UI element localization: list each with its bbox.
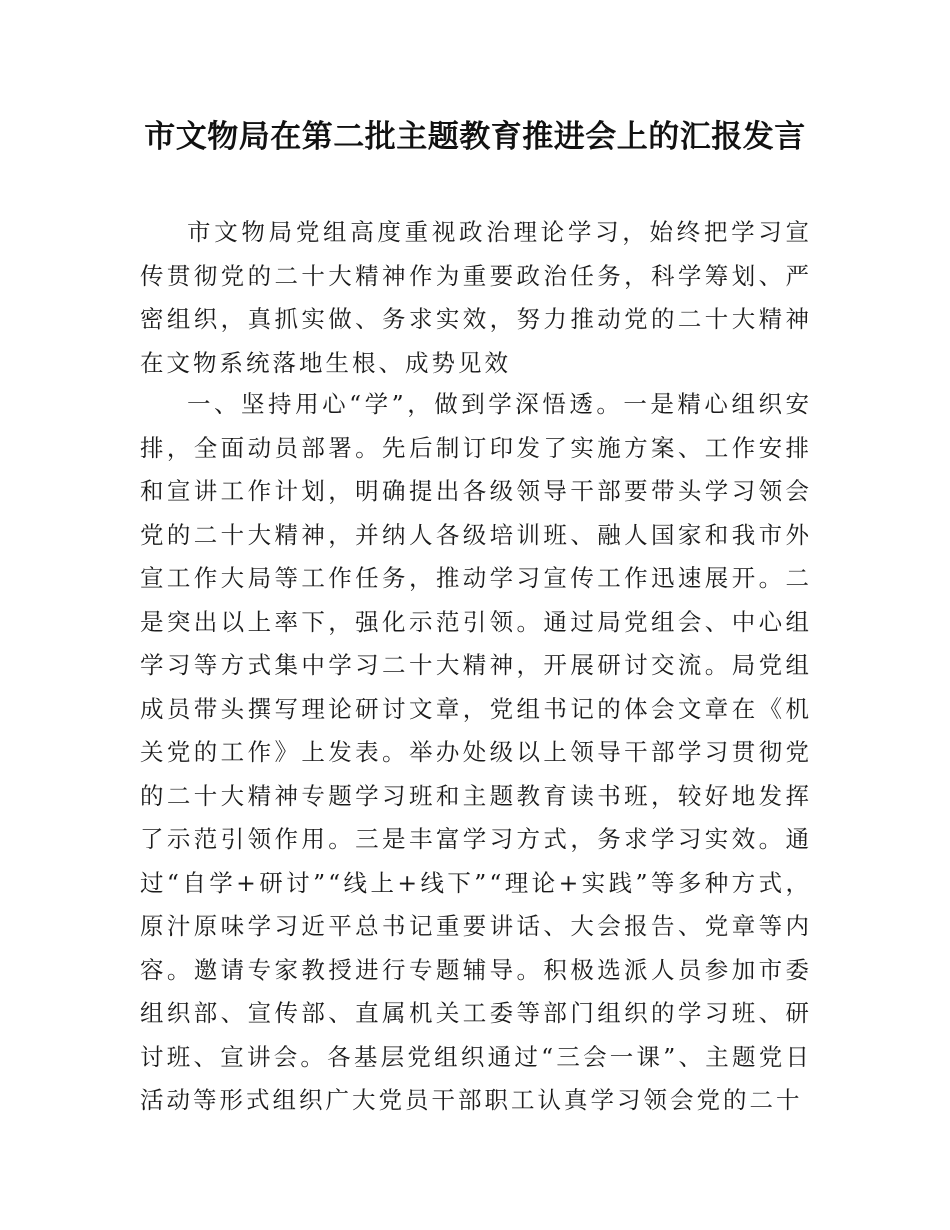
paragraph-intro: 市文物局党组高度重视政治理论学习，始终把学习宣传贯彻党的二十大精神作为重要政治任务，科学筹划、严密组织，真抓实做、务求实效，努力推动党的二十大精神在文物系统落地生根、成势见效	[140, 218, 812, 377]
document-title: 市文物局在第二批主题教育推进会上的汇报发言	[144, 119, 806, 155]
paragraph-section-one: 一、坚持用心“学”，做到学深悟透。一是精心组织安排，全面动员部署。先后制订印发了实施方案、工作安排和宣讲工作计划，明确提出各级领导干部要带头学习领会党的二十大精神，并纳人各级培训班、融人国家和我市外宣工作大局等工作任务，推动学习宣传工作迅速展开。二是突出以上率下，强化示范引领。通过局党组会、中心组学习等方式集中学习二十大精神，开展研讨交流。局党组成员带头撰写理论研讨文章，党组书记的体会文章在《机关党的工作》上发表。举办处级以上领导干部学习贯彻党的二十大精神专题学习班和主题教育读书班，较好地发挥了示范引领作用。三是丰富学习方式，务求学习实效。通过“自学+研讨”“线上+线下”“理论+实践”等多种方式，原汁原味学习近平总书记重要讲话、大会报告、党章等内容。邀请专家教授进行专题辅导。积极选派人员参加市委组织部、宣传部、直属机关工委等部门组织的学习班、研讨班、宣讲会。各基层党组织通过“三会一课”、主题党日活动等形式组织广大党员干部职工认真学习领会党的二十	[140, 390, 812, 1114]
